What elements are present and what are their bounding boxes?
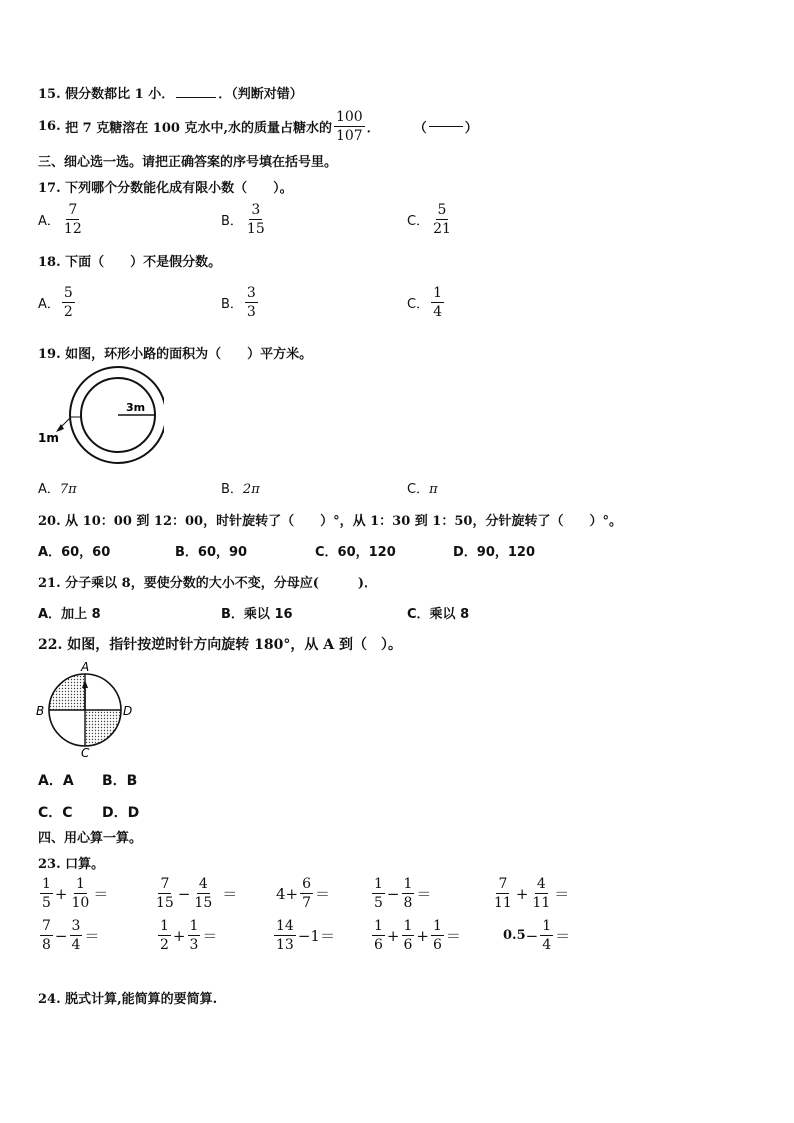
fraction: $\frac{5}{21}$ <box>433 202 451 237</box>
calc-item: $\frac{7}{8}$ − $\frac{3}{4}$ ＝ <box>42 918 100 953</box>
question-15 <box>38 83 303 102</box>
question-19 <box>38 343 312 362</box>
option-a[interactable] <box>38 286 77 319</box>
option-d[interactable]: D．90，120 <box>453 545 536 560</box>
answer-blank[interactable] <box>429 126 463 127</box>
option-a[interactable]: A．60，60 <box>38 545 111 560</box>
calc-item: $\frac{1}{2}$ + $\frac{1}{3}$ ＝ <box>160 918 218 953</box>
question-text: 脱式计算,能简算的要简算. <box>65 992 218 1007</box>
question-number: 21. <box>38 576 61 591</box>
answer-blank[interactable] <box>176 97 216 98</box>
fraction: $\frac{5}{2}$ <box>63 285 73 320</box>
option-b[interactable] <box>221 203 269 236</box>
question-18 <box>38 251 221 270</box>
calc-item: 4 + $\frac{6}{7}$ ＝ <box>276 876 331 911</box>
pointer-dial-figure <box>34 660 138 758</box>
label-a: A <box>81 660 90 674</box>
question-17 <box>38 177 293 196</box>
fraction: $\frac{100}{107}$ <box>335 109 363 144</box>
fraction: $\frac{1}{4}$ <box>433 285 442 320</box>
calc-item: $\frac{14}{13}$ −1 ＝ <box>276 918 335 953</box>
question-text: 把 7 克糖溶在 100 克水中,水的质量占糖水的 <box>65 121 332 136</box>
option-label: C． <box>407 297 430 312</box>
question-text: 如图，环形小路的面积为（ ）平方米。 <box>65 347 313 362</box>
section-3-heading: 三、细心选一选。请把正确答案的序号填在括号里。 <box>38 155 338 170</box>
calc-item: $\frac{7}{15}$ − $\frac{4}{15}$ ＝ <box>156 876 238 911</box>
section-4-heading: 四、用心算一算。 <box>38 831 143 846</box>
option-a[interactable]: A．7π <box>38 482 77 497</box>
option-label: B． <box>221 214 243 229</box>
question-22 <box>38 634 402 654</box>
question-text: 口算。 <box>65 857 105 872</box>
option-a[interactable] <box>38 203 86 236</box>
fraction: $\frac{7}{12}$ <box>63 202 82 237</box>
label-c: C <box>81 746 90 758</box>
option-b[interactable]: B．2π <box>221 482 260 497</box>
question-24 <box>38 988 217 1007</box>
question-number: 17. <box>38 181 61 196</box>
option-c[interactable] <box>407 286 446 319</box>
label-b: B <box>36 704 45 718</box>
question-number: 19. <box>38 347 61 362</box>
option-label: B． <box>221 297 243 312</box>
calc-item: $\frac{1}{6}$ + $\frac{1}{6}$ + $\frac{1}{6}$ ＝ <box>374 918 461 953</box>
option-b[interactable]: B．B <box>102 773 138 789</box>
bracket-close: ） <box>464 121 478 136</box>
question-21 <box>38 572 377 591</box>
question-text-tail: ．（判断对错） <box>218 87 303 102</box>
question-number: 16. <box>38 119 61 134</box>
calc-item: $\frac{1}{5}$ + $\frac{1}{10}$ ＝ <box>42 876 109 911</box>
inner-radius-label: 3m <box>126 401 146 414</box>
question-text: 下面（ ）不是假分数。 <box>65 255 222 270</box>
fraction: $\frac{3}{3}$ <box>246 285 256 320</box>
ring-path-figure <box>34 366 164 470</box>
question-number: 20. <box>38 514 61 529</box>
question-text: 下列哪个分数能化成有限小数（ ）。 <box>65 181 293 196</box>
option-a[interactable]: A．加上 8 <box>38 607 101 622</box>
option-label: A． <box>38 214 60 229</box>
question-text: 从 10：00 到 12：00，时针旋转了（ ）°，从 1：30 到 1：50，分针旋转了（ ）°。 <box>65 514 622 529</box>
question-number: 18. <box>38 255 61 270</box>
option-b[interactable]: B．60，90 <box>175 545 248 560</box>
question-16 <box>38 110 478 143</box>
calc-item: $\frac{7}{11}$ + $\frac{4}{11}$ ＝ <box>494 876 570 911</box>
fraction: $\frac{3}{15}$ <box>246 202 265 237</box>
question-text: 如图，指针按逆时针方向旋转 180°，从 A 到（ ）。 <box>67 637 402 653</box>
option-c[interactable] <box>407 203 455 236</box>
ring-width-label: 1m <box>38 431 59 445</box>
calc-item: 0.5 − $\frac{1}{4}$ ＝ <box>503 918 571 953</box>
bracket-open: （ <box>413 121 427 136</box>
option-label: A． <box>38 297 60 312</box>
question-text: 假分数都比 1 小． <box>65 87 175 102</box>
question-number: 15. <box>38 87 61 102</box>
option-d[interactable]: D．D <box>102 805 140 821</box>
option-label: C． <box>407 214 430 229</box>
question-number: 24. <box>38 992 61 1007</box>
question-number: 22. <box>38 637 63 653</box>
calc-item: $\frac{1}{5}$ − $\frac{1}{8}$ ＝ <box>374 876 432 911</box>
question-23 <box>38 853 104 872</box>
option-c[interactable]: C．乘以 8 <box>407 607 470 622</box>
option-a[interactable]: A．A <box>38 773 74 789</box>
question-text-tail: ． <box>366 121 380 136</box>
option-c[interactable]: C．π <box>407 482 438 497</box>
question-20 <box>38 510 622 529</box>
option-c[interactable]: C．60，120 <box>315 545 396 560</box>
option-b[interactable] <box>221 286 260 319</box>
label-d: D <box>123 704 133 718</box>
option-b[interactable]: B．乘以 16 <box>221 607 293 622</box>
option-c[interactable]: C．C <box>38 805 73 821</box>
question-number: 23. <box>38 857 61 872</box>
question-text: 分子乘以 8，要使分数的大小不变，分母应( )． <box>65 576 378 591</box>
